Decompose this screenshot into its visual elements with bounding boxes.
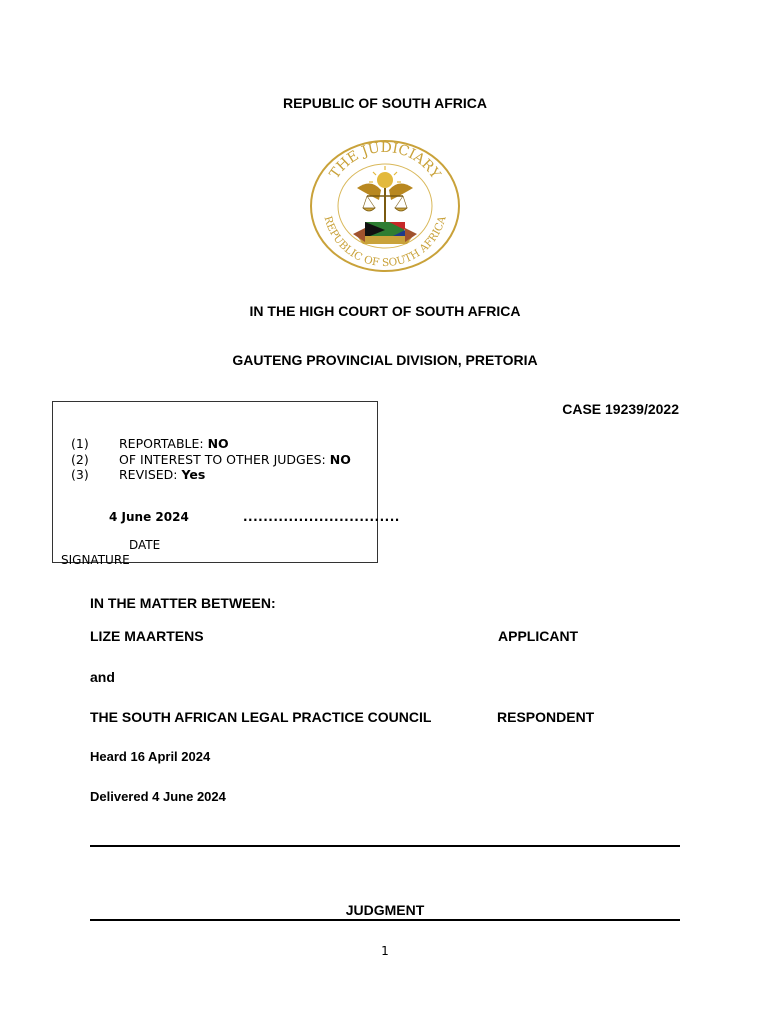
judgment-title: JUDGMENT: [345, 902, 425, 918]
page-number: 1: [381, 944, 389, 958]
info-item-number: (3): [71, 467, 89, 482]
info-item-label: REVISED:: [119, 467, 182, 482]
judiciary-seal-emblem: [307, 138, 463, 274]
info-item-label: OF INTEREST TO OTHER JUDGES:: [119, 452, 330, 467]
heard-date: Heard 16 April 2024: [90, 749, 211, 764]
info-item-label: REPORTABLE:: [119, 436, 208, 451]
info-item-reportable: [71, 436, 229, 451]
divider-top: [90, 845, 680, 847]
applicant-name: LIZE MAARTENS: [90, 628, 204, 644]
info-item-value: NO: [329, 452, 351, 467]
seal-bottom-text: REPUBLIC OF SOUTH AFRICA: [321, 214, 449, 270]
signed-date: 4 June 2024: [109, 510, 189, 524]
info-item-revised: [71, 467, 205, 482]
info-item-number: (2): [71, 452, 89, 467]
respondent-name: THE SOUTH AFRICAN LEGAL PRACTICE COUNCIL: [90, 709, 432, 725]
conjunction-and: and: [90, 669, 115, 685]
signature-line: ...............................: [243, 510, 400, 524]
info-item-interest: [71, 452, 351, 467]
date-label: DATE: [129, 538, 161, 552]
divider-bottom: [90, 919, 680, 921]
country-title: REPUBLIC OF SOUTH AFRICA: [282, 95, 488, 111]
seal-top-text: THE JUDICIARY: [326, 139, 444, 182]
applicant-role: APPLICANT: [498, 628, 579, 644]
info-item-value: Yes: [181, 467, 206, 482]
court-title: IN THE HIGH COURT OF SOUTH AFRICA: [249, 303, 521, 319]
info-item-number: (1): [71, 436, 89, 451]
case-number: CASE 19239/2022: [562, 401, 679, 417]
signature-label: SIGNATURE: [61, 553, 130, 567]
delivered-date: Delivered 4 June 2024: [90, 789, 226, 804]
matter-heading: IN THE MATTER BETWEEN:: [90, 595, 276, 611]
info-item-value: NO: [207, 436, 229, 451]
division-title: GAUTENG PROVINCIAL DIVISION, PRETORIA: [232, 352, 538, 368]
reportable-info-box: [52, 401, 400, 567]
respondent-role: RESPONDENT: [497, 709, 595, 725]
